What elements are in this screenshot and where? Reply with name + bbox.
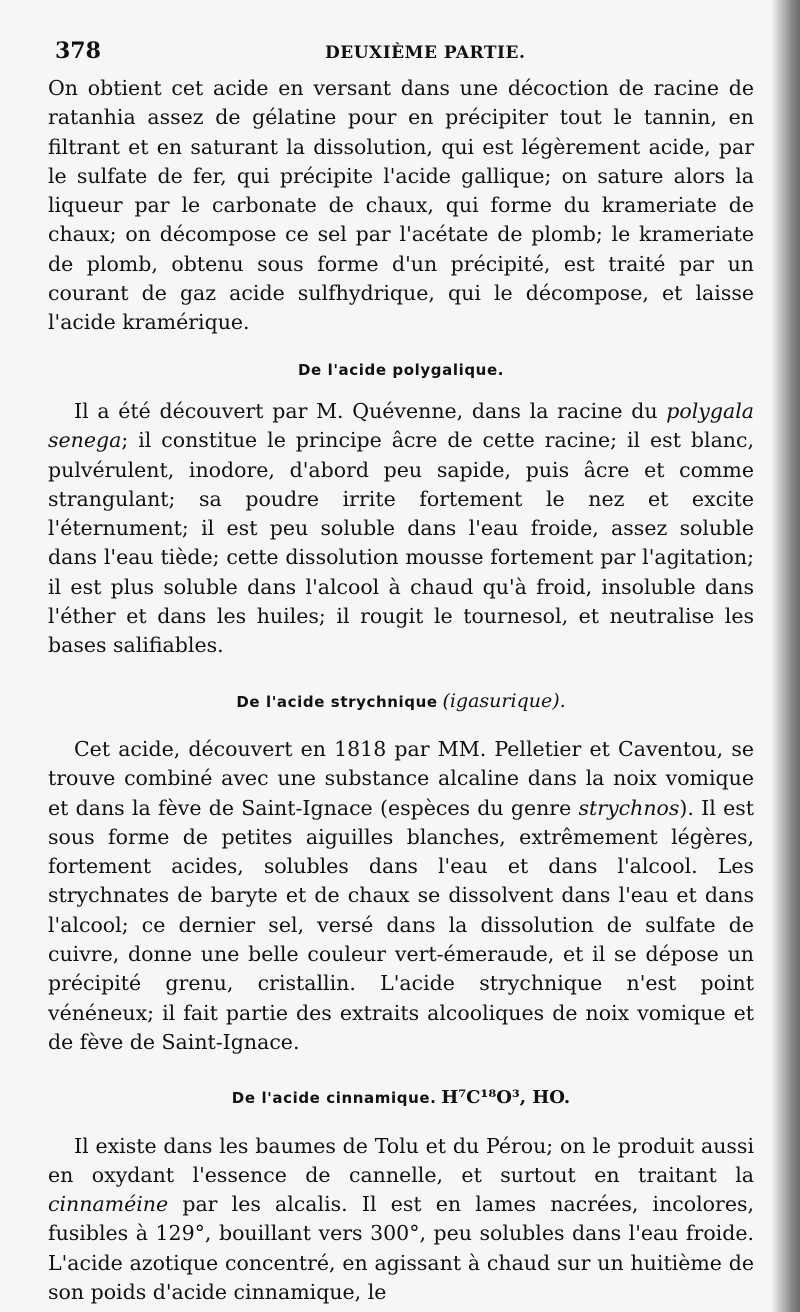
page-header <box>55 38 762 68</box>
paragraph-kramerique: On obtient cet acide en versant dans une décoction de racine de ratanhia assez de gélatine pour en précipiter tout le tannin, en filtrant et en saturant la dissolution, qui est légèrement acide, par le sulfate de fer, qui précipite l'acide gallique; on sature alors la liqueur par le carbonate de chaux, qui forme du krameriate de chaux; on décompose ce sel par l'acétate de plomb; le krameriate de plomb, obtenu sous forme d'un précipité, est traité par un courant de gaz acide sulfhydrique, qui le décompose, et laisse l'acide kramérique. <box>48 76 754 335</box>
page-edge-shadow <box>772 0 800 1312</box>
page-body <box>48 74 754 1307</box>
heading-strychnique: De l'acide strychnique (igasurique). <box>236 689 566 712</box>
heading-cinnamique: De l'acide cinnamique. H⁷C¹⁸O³, HO. <box>231 1087 571 1109</box>
paragraph-cinnamique: Il existe dans les baumes de Tolu et du Pérou; on le produit aussi en oxydant l'essence de cannelle, et surtout en traitant la cinnaméine par les alcalis. Il est en lames nacrées, incolores, fusibles à 129°, bouillant vers 300°, peu solubles dans l'eau froide. L'acide azotique concentré, en agissant à chaud sur un huitième de son poids d'acide cinnamique, le <box>48 1133 754 1304</box>
paragraph-polygalique: Il a été découvert par M. Quévenne, dans la racine du polygala senega; il constitue le principe âcre de cette racine; il est blanc, pulvérulent, inodore, d'abord peu sapide, puis âcre et comme strangulant; sa poudre irrite fortement le nez et excite l'éternument; il est peu soluble dans l'eau froide, assez soluble dans l'eau tiède; cette dissolution mousse fortement par l'agitation; il est plus soluble dans l'alcool à chaud qu'à froid, insoluble dans l'éther et dans les huiles; il rougit le tournesol, et neutralise les bases salifiables. <box>48 398 754 658</box>
running-head: DEUXIÈME PARTIE. <box>325 43 526 63</box>
paragraph-strychnique: Cet acide, découvert en 1818 par MM. Pelletier et Caventou, se trouve combiné avec une substance alcaline dans la noix vomique et dans la fève de Saint-Ignace (espèces du genre strychnos). Il est sous forme de petites aiguilles blanches, extrêmement légères, fortement acides, solubles dans l'eau et dans l'alcool. Les strychnates de baryte et de chaux se dissolvent dans l'eau et dans l'alcool; ce dernier sel, versé dans la dissolution de sulfate de cuivre, donne une belle couleur vert-émeraude, et il se dépose un précipité grenu, cristallin. L'acide strychnique n'est point vénéneux; il fait partie des extraits alcooliques de noix vomique et de fève de Saint-Ignace. <box>48 736 754 1054</box>
page-number: 378 <box>55 38 101 64</box>
heading-polygalique: De l'acide polygalique. <box>297 360 505 379</box>
